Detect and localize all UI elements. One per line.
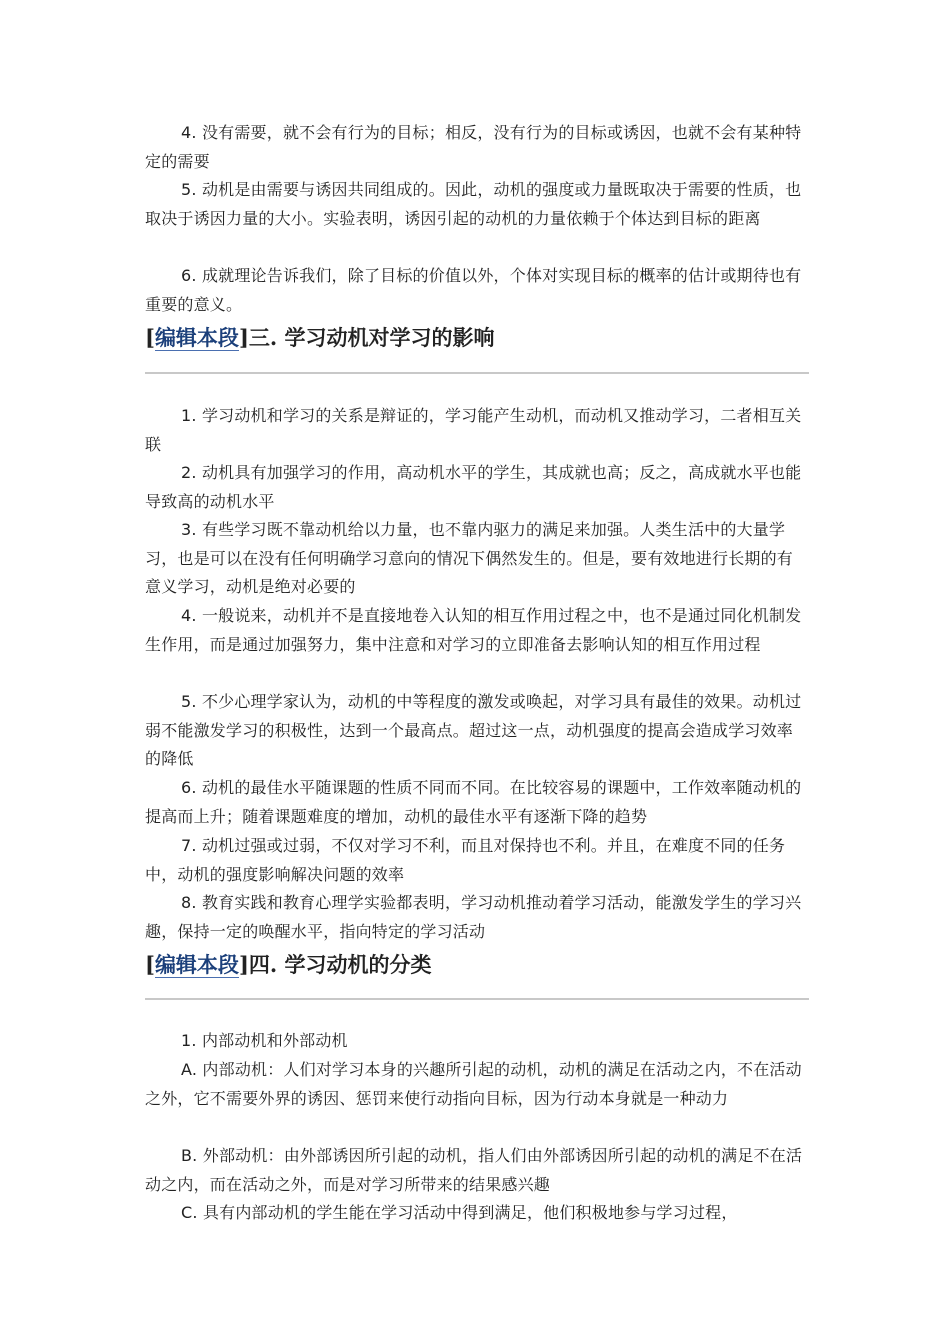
paragraph-s3-2: 2. 动机具有加强学习的作用，高动机水平的学生，其成就也高；反之，高成就水平也能导致高的动机水平 bbox=[145, 463, 802, 511]
paragraph-s2-5: 5. 动机是由需要与诱因共同组成的。因此，动机的强度或力量既取决于需要的性质，也取决于诱因力量的大小。实验表明，诱因引起的动机的力量依赖于个体达到目标的距离 bbox=[145, 180, 802, 228]
bracket-open: [ bbox=[145, 952, 155, 977]
paragraph-s4-b: B. 外部动机：由外部诱因所引起的动机，指人们由外部诱因所引起的动机的满足不在活动之内，而在活动之外，而是对学习所带来的结果感兴趣 bbox=[145, 1146, 803, 1194]
edit-section-link[interactable]: 编辑本段 bbox=[154, 326, 239, 350]
paragraph-s3-1: 1. 学习动机和学习的关系是辩证的，学习能产生动机，而动机又推动学习，二者相互关联 bbox=[145, 406, 802, 454]
edit-section-link[interactable]: 编辑本段 bbox=[154, 953, 239, 977]
paragraph-s3-6: 6. 动机的最佳水平随课题的性质不同而不同。在比较容易的课题中，工作效率随动机的提高而上升；随着课题难度的增加，动机的最佳水平有逐渐下降的趋势 bbox=[145, 778, 802, 826]
bracket-open: [ bbox=[145, 325, 155, 350]
paragraph-s3-5: 5. 不少心理学家认为，动机的中等程度的激发或唤起，对学习具有最佳的效果。动机过弱不能激发学习的积极性，达到一个最高点。超过这一点，动机强度的提高会造成学习效率的降低 bbox=[145, 692, 802, 768]
paragraph-s3-4: 4. 一般说来，动机并不是直接地卷入认知的相互作用过程之中，也不是通过同化机制发生作用，而是通过加强努力，集中注意和对学习的立即准备去影响认知的相互作用过程 bbox=[145, 606, 802, 654]
section-divider bbox=[145, 372, 809, 374]
section-divider bbox=[145, 998, 809, 1000]
paragraph-s4-a: A. 内部动机：人们对学习本身的兴趣所引起的动机，动机的满足在活动之内，不在活动之外，它不需要外界的诱因、惩罚来使行动指向目标，因为行动本身就是一种动力 bbox=[145, 1060, 802, 1108]
paragraph-s3-8: 8. 教育实践和教育心理学实验都表明，学习动机推动着学习活动，能激发学生的学习兴趣，保持一定的唤醒水平，指向特定的学习活动 bbox=[145, 893, 802, 941]
section-title: 三. 学习动机对学习的影响 bbox=[248, 325, 495, 350]
bracket-close: ] bbox=[238, 325, 249, 350]
paragraph-s4-1: 1. 内部动机和外部动机 bbox=[181, 1031, 348, 1050]
section-title: 四. 学习动机的分类 bbox=[248, 952, 432, 977]
section-heading-4 bbox=[145, 950, 809, 980]
paragraph-s3-3: 3. 有些学习既不靠动机给以力量，也不靠内驱力的满足来加强。人类生活中的大量学习，也是可以在没有任何明确学习意向的情况下偶然发生的。但是，要有效地进行长期的有意义学习，动机是绝对必要的 bbox=[145, 520, 794, 596]
section-heading-3 bbox=[145, 323, 809, 353]
bracket-close: ] bbox=[238, 952, 249, 977]
paragraph-s2-6: 6. 成就理论告诉我们，除了目标的价值以外，个体对实现目标的概率的估计或期待也有重要的意义。 bbox=[145, 266, 802, 314]
paragraph-s4-c: C. 具有内部动机的学生能在学习活动中得到满足，他们积极地参与学习过程， bbox=[181, 1203, 738, 1222]
paragraph-s2-4: 4. 没有需要，就不会有行为的目标；相反，没有行为的目标或诱因，也就不会有某种特定的需要 bbox=[145, 123, 802, 171]
paragraph-s3-7: 7. 动机过强或过弱，不仅对学习不利，而且对保持也不利。并且，在难度不同的任务中，动机的强度影响解决问题的效率 bbox=[145, 836, 786, 884]
